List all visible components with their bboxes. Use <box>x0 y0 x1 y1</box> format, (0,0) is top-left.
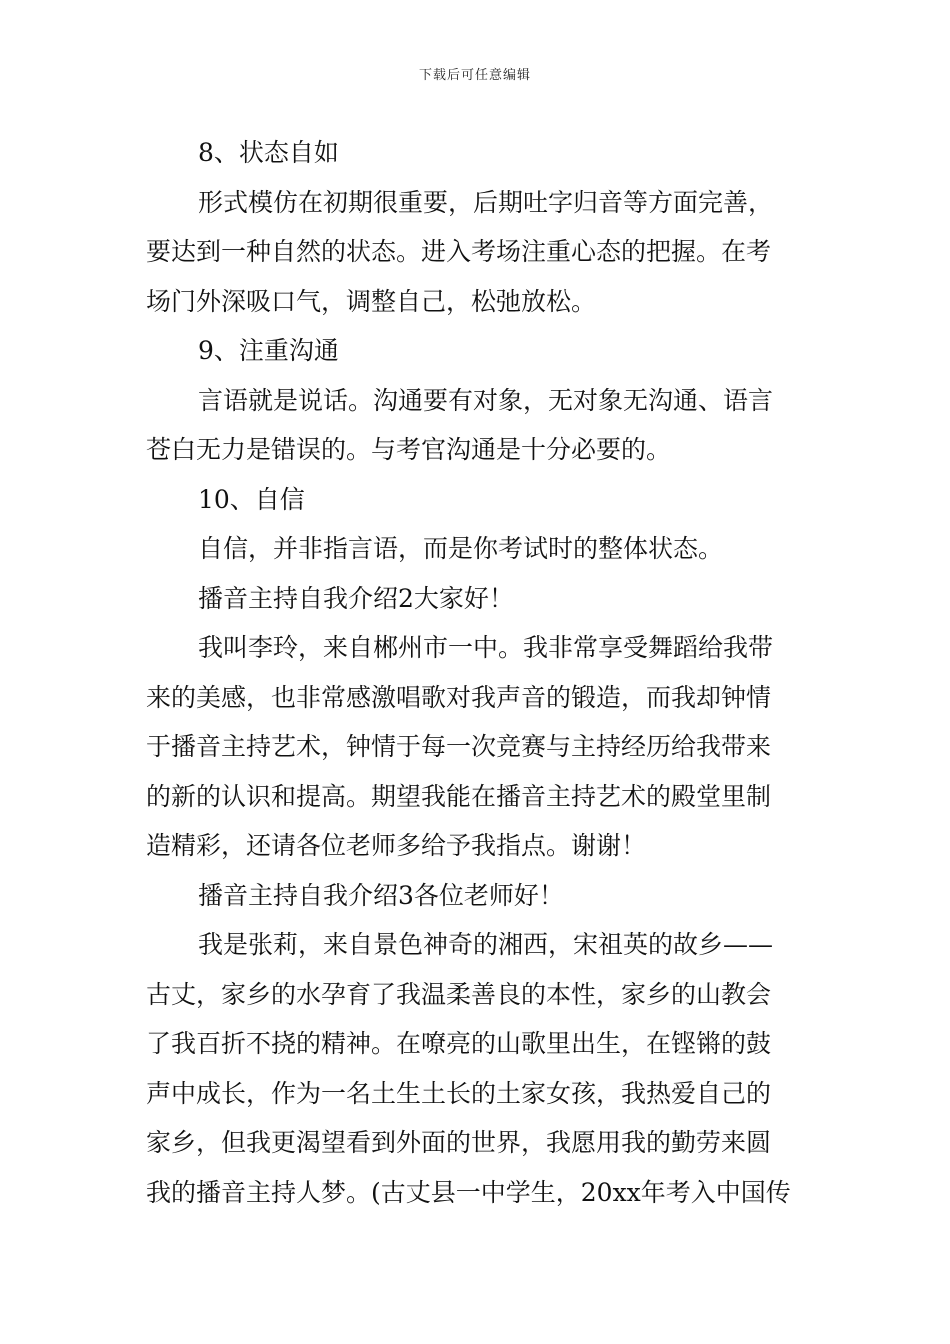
page-header-note: 下载后可任意编辑 <box>418 68 531 83</box>
text-line: 播音主持自我介绍3各位老师好！ <box>198 880 564 910</box>
text-line: 言语就是说话。沟通要有对象，无对象无沟通、语言 <box>198 385 774 415</box>
text-line: 来的美感，也非常感激唱歌对我声音的锻造，而我却钟情 <box>146 682 772 712</box>
text-line: 家乡，但我更渴望看到外面的世界，我愿用我的勤劳来圆 <box>146 1128 772 1157</box>
text-line: 8、状态自如 <box>198 138 339 167</box>
text-line: 古丈，家乡的水孕育了我温柔善良的本性，家乡的山教会 <box>146 979 772 1009</box>
text-line: 了我百折不挠的精神。在嘹亮的山歌里出生，在铿锵的鼓 <box>146 1029 772 1058</box>
text-line: 形式模仿在初期很重要，后期吐字归音等方面完善， <box>198 187 774 217</box>
document-body <box>146 128 806 1217</box>
text-line: 造精彩，还请各位老师多给予我指点。谢谢！ <box>146 831 647 860</box>
text-line: 自信，并非指言语，而是你考试时的整体状态。 <box>198 534 724 563</box>
text-line: 场门外深吸口气，调整自己，松弛放松。 <box>146 286 597 316</box>
text-line: 我的播音主持人梦。(古丈县一中学生，20xx年考入中国传 <box>146 1177 791 1207</box>
text-line: 我叫李玲，来自郴州市一中。我非常享受舞蹈给我带 <box>198 633 774 662</box>
text-line: 9、注重沟通 <box>198 336 339 365</box>
text-line: 的新的认识和提高。期望我能在播音主持艺术的殿堂里制 <box>146 781 772 811</box>
text-line: 苍白无力是错误的。与考官沟通是十分必要的。 <box>146 435 672 464</box>
text-line: 于播音主持艺术，钟情于每一次竞赛与主持经历给我带来 <box>146 732 772 761</box>
text-line: 我是张莉，来自景色神奇的湘西，宋祖英的故乡—— <box>198 930 774 959</box>
text-line: 10、自信 <box>198 484 305 514</box>
text-line: 声中成长，作为一名土生土长的土家女孩，我热爱自己的 <box>146 1078 772 1108</box>
text-line: 要达到一种自然的状态。进入考场注重心态的把握。在考 <box>146 237 772 266</box>
text-line: 播音主持自我介绍2大家好！ <box>198 583 514 613</box>
